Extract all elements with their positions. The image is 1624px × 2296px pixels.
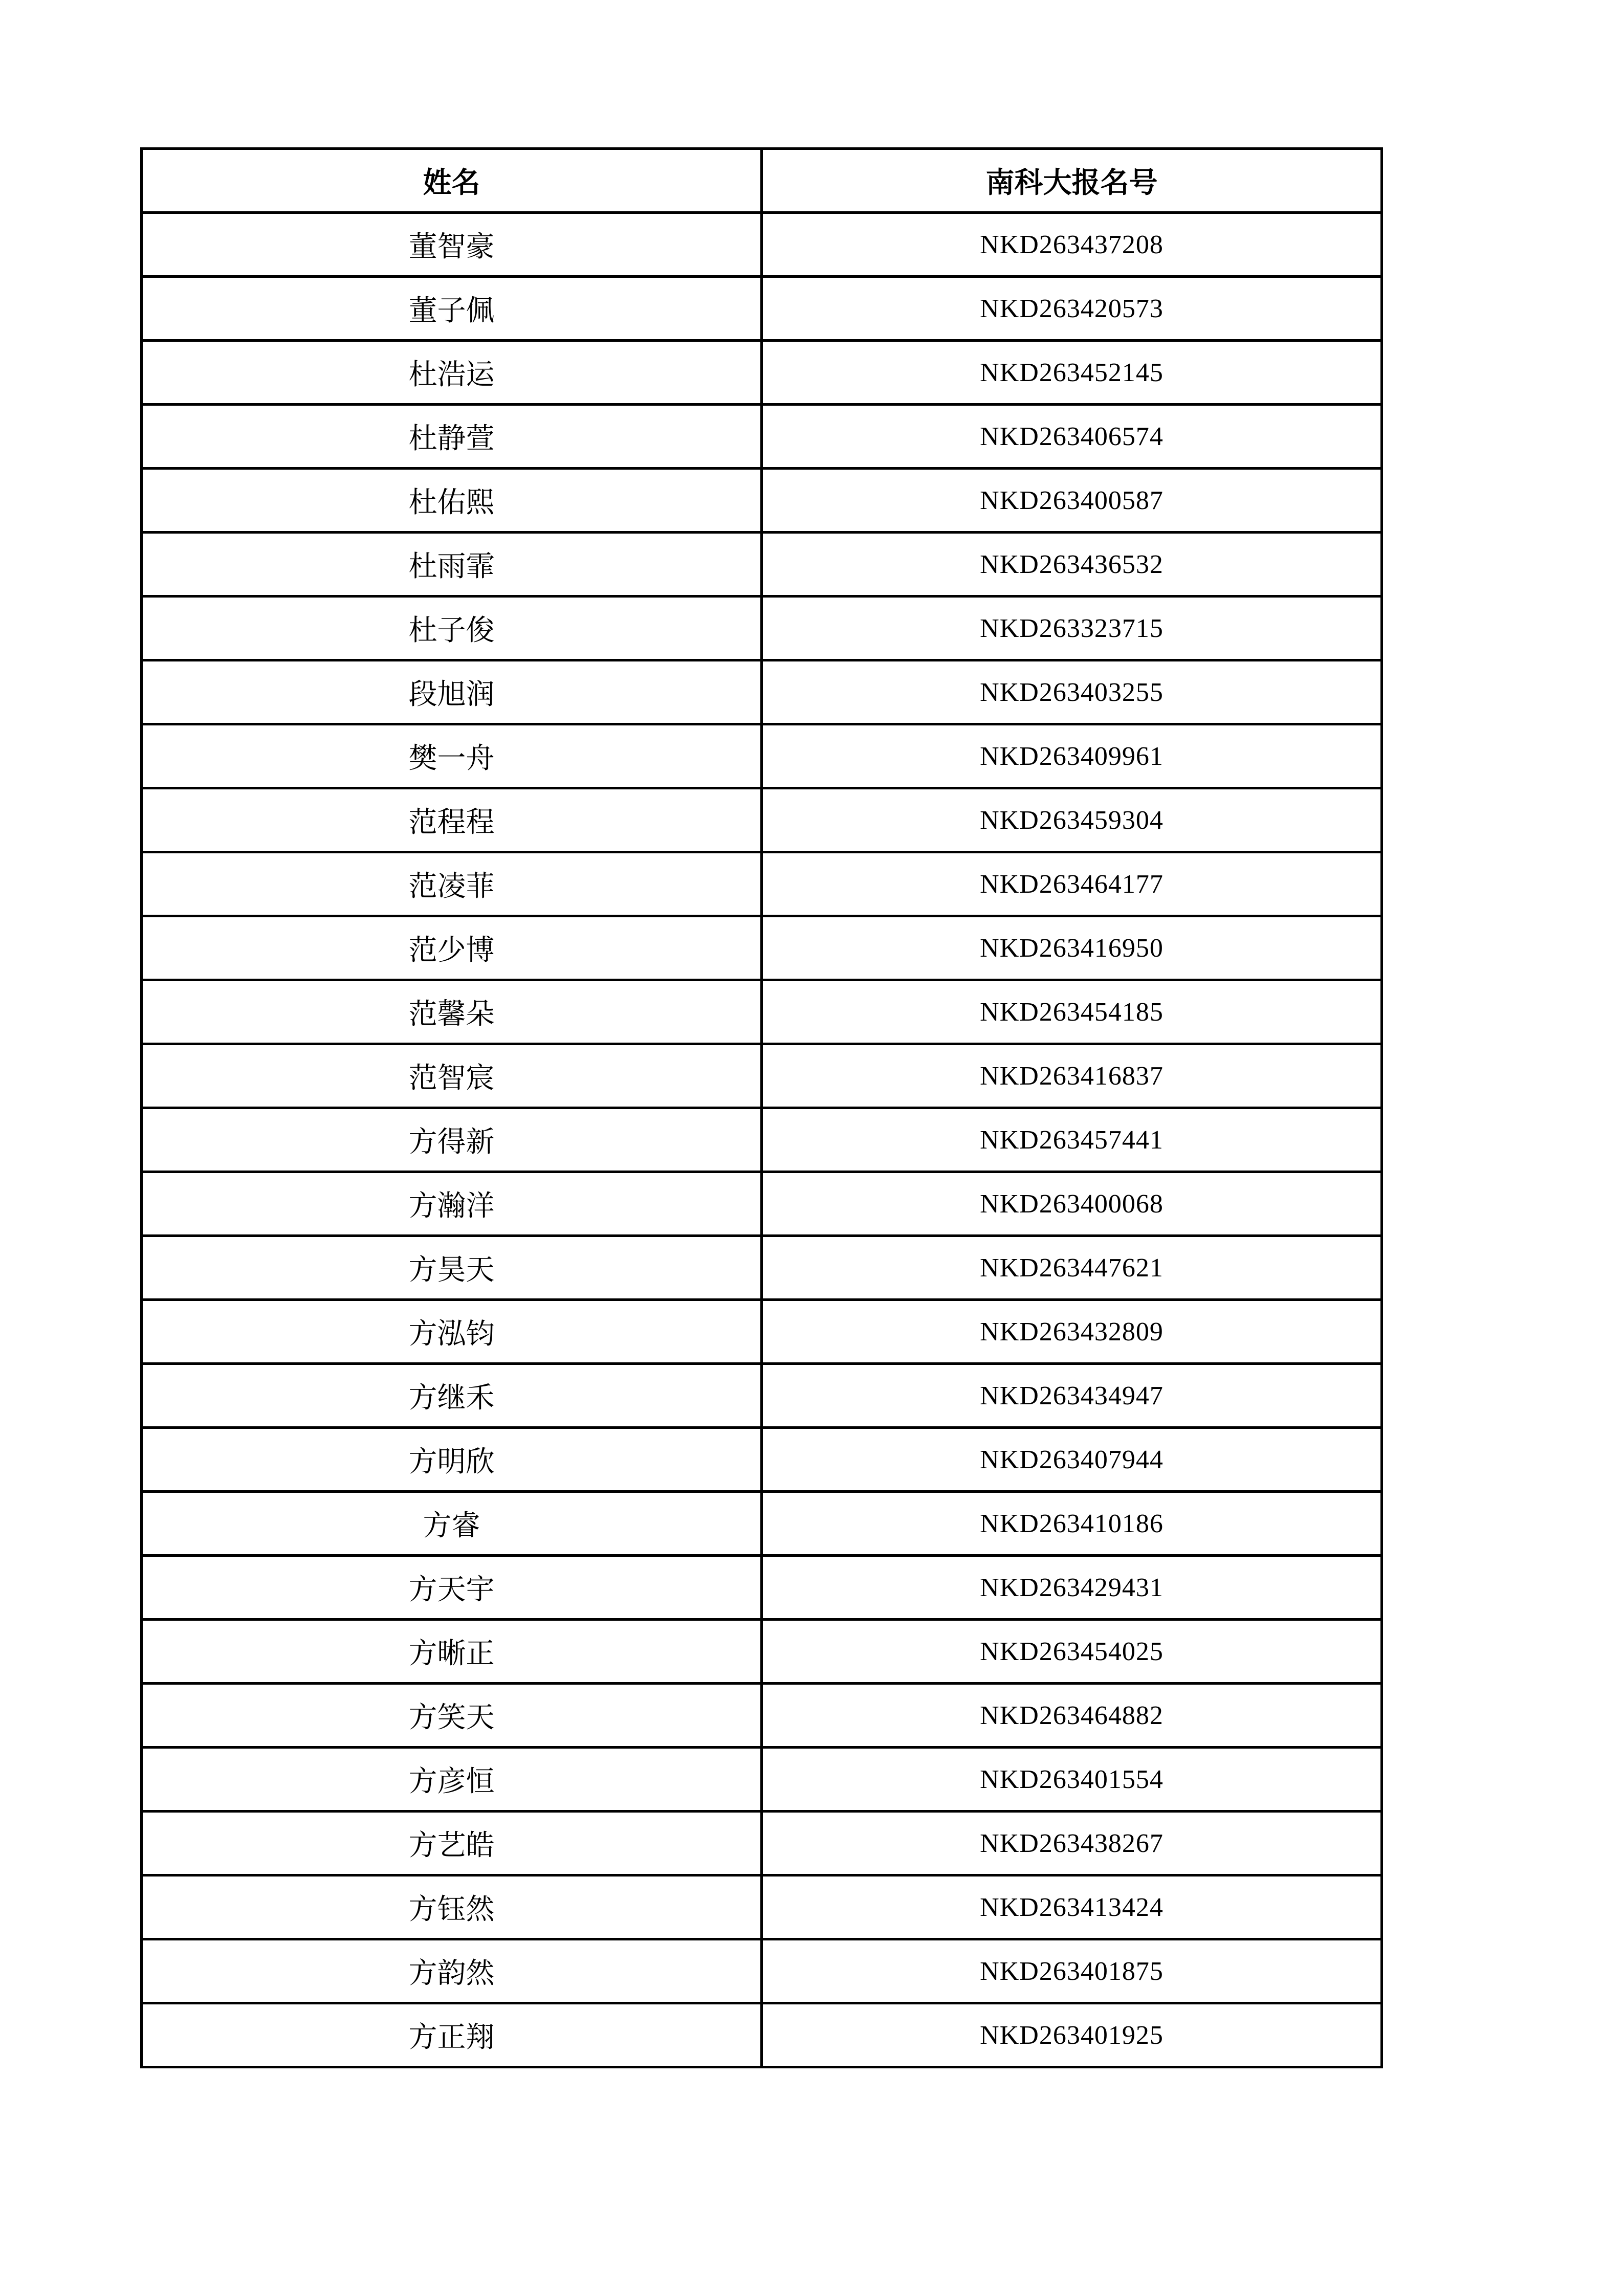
student-name-cell: 杜佑熙 xyxy=(142,469,762,533)
student-name-cell: 方天宇 xyxy=(142,1556,762,1620)
registration-number-cell: NKD263409961 xyxy=(762,724,1382,788)
registration-number-cell: NKD263437208 xyxy=(762,213,1382,277)
student-name-cell: 方笑天 xyxy=(142,1684,762,1748)
registration-number-cell: NKD263454025 xyxy=(762,1620,1382,1684)
student-name-cell: 范馨朵 xyxy=(142,980,762,1044)
table-row xyxy=(142,277,1382,341)
student-name-cell: 方彦恒 xyxy=(142,1748,762,1812)
registration-number-cell: NKD263436532 xyxy=(762,533,1382,597)
table-row xyxy=(142,852,1382,916)
table-row xyxy=(142,1748,1382,1812)
registration-number-cell: NKD263401925 xyxy=(762,2003,1382,2067)
student-name-cell: 杜浩运 xyxy=(142,341,762,405)
registration-number-cell: NKD263457441 xyxy=(762,1108,1382,1172)
student-name-cell: 杜静萱 xyxy=(142,405,762,469)
registration-number-cell: NKD263432809 xyxy=(762,1300,1382,1364)
table-row xyxy=(142,980,1382,1044)
table-header xyxy=(142,149,1382,213)
registration-number-cell: NKD263464177 xyxy=(762,852,1382,916)
registration-number-cell: NKD263420573 xyxy=(762,277,1382,341)
header-row xyxy=(142,149,1382,213)
table-row xyxy=(142,1812,1382,1875)
table-row xyxy=(142,1044,1382,1108)
registration-number-cell: NKD263416837 xyxy=(762,1044,1382,1108)
student-name-cell: 方昊天 xyxy=(142,1236,762,1300)
table-row xyxy=(142,1492,1382,1556)
table-row xyxy=(142,660,1382,724)
registration-number-cell: NKD263401875 xyxy=(762,1939,1382,2003)
table-row xyxy=(142,916,1382,980)
student-name-cell: 范程程 xyxy=(142,788,762,852)
student-name-cell: 方韵然 xyxy=(142,1939,762,2003)
table-row xyxy=(142,724,1382,788)
student-name-cell: 杜子俊 xyxy=(142,597,762,660)
table-row xyxy=(142,405,1382,469)
registration-number-cell: NKD263407944 xyxy=(762,1428,1382,1492)
student-name-cell: 方明欣 xyxy=(142,1428,762,1492)
student-name-cell: 范少博 xyxy=(142,916,762,980)
table-row xyxy=(142,469,1382,533)
table-row xyxy=(142,1108,1382,1172)
registration-number-cell: NKD263403255 xyxy=(762,660,1382,724)
registration-number-cell: NKD263452145 xyxy=(762,341,1382,405)
student-name-cell: 杜雨霏 xyxy=(142,533,762,597)
table-row xyxy=(142,1620,1382,1684)
table-row xyxy=(142,1556,1382,1620)
registration-number-cell: NKD263416950 xyxy=(762,916,1382,980)
registration-number-cell: NKD263438267 xyxy=(762,1812,1382,1875)
student-name-cell: 方泓钧 xyxy=(142,1300,762,1364)
table-row xyxy=(142,597,1382,660)
registration-number-cell: NKD263406574 xyxy=(762,405,1382,469)
table-row xyxy=(142,2003,1382,2067)
student-name-cell: 方正翔 xyxy=(142,2003,762,2067)
registration-number-cell: NKD263434947 xyxy=(762,1364,1382,1428)
student-name-cell: 方继禾 xyxy=(142,1364,762,1428)
student-name-cell: 方钰然 xyxy=(142,1875,762,1939)
student-name-cell: 董子佩 xyxy=(142,277,762,341)
table-row xyxy=(142,341,1382,405)
table-row xyxy=(142,533,1382,597)
table-row xyxy=(142,1428,1382,1492)
registration-number-cell: NKD263454185 xyxy=(762,980,1382,1044)
student-name-cell: 方得新 xyxy=(142,1108,762,1172)
roster-table xyxy=(140,147,1383,2068)
registration-number-cell: NKD263464882 xyxy=(762,1684,1382,1748)
column-header-registration-number: 南科大报名号 xyxy=(762,149,1382,213)
registration-number-cell: NKD263413424 xyxy=(762,1875,1382,1939)
student-name-cell: 董智豪 xyxy=(142,213,762,277)
student-name-cell: 樊一舟 xyxy=(142,724,762,788)
table-body xyxy=(142,213,1382,2067)
table-row xyxy=(142,1939,1382,2003)
column-header-name: 姓名 xyxy=(142,149,762,213)
student-name-cell: 范凌菲 xyxy=(142,852,762,916)
registration-number-cell: NKD263447621 xyxy=(762,1236,1382,1300)
student-name-cell: 范智宸 xyxy=(142,1044,762,1108)
registration-number-cell: NKD263400587 xyxy=(762,469,1382,533)
registration-number-cell: NKD263401554 xyxy=(762,1748,1382,1812)
table-row xyxy=(142,1875,1382,1939)
registration-number-cell: NKD263429431 xyxy=(762,1556,1382,1620)
table-row xyxy=(142,1236,1382,1300)
table-row xyxy=(142,213,1382,277)
table-row xyxy=(142,1172,1382,1236)
table-row xyxy=(142,788,1382,852)
student-name-cell: 方睿 xyxy=(142,1492,762,1556)
table-row xyxy=(142,1364,1382,1428)
roster-sheet xyxy=(140,147,1380,2068)
table-row xyxy=(142,1300,1382,1364)
registration-number-cell: NKD263459304 xyxy=(762,788,1382,852)
student-name-cell: 方瀚洋 xyxy=(142,1172,762,1236)
table-row xyxy=(142,1684,1382,1748)
student-name-cell: 段旭润 xyxy=(142,660,762,724)
student-name-cell: 方艺皓 xyxy=(142,1812,762,1875)
student-name-cell: 方晰正 xyxy=(142,1620,762,1684)
registration-number-cell: NKD263410186 xyxy=(762,1492,1382,1556)
registration-number-cell: NKD263323715 xyxy=(762,597,1382,660)
registration-number-cell: NKD263400068 xyxy=(762,1172,1382,1236)
